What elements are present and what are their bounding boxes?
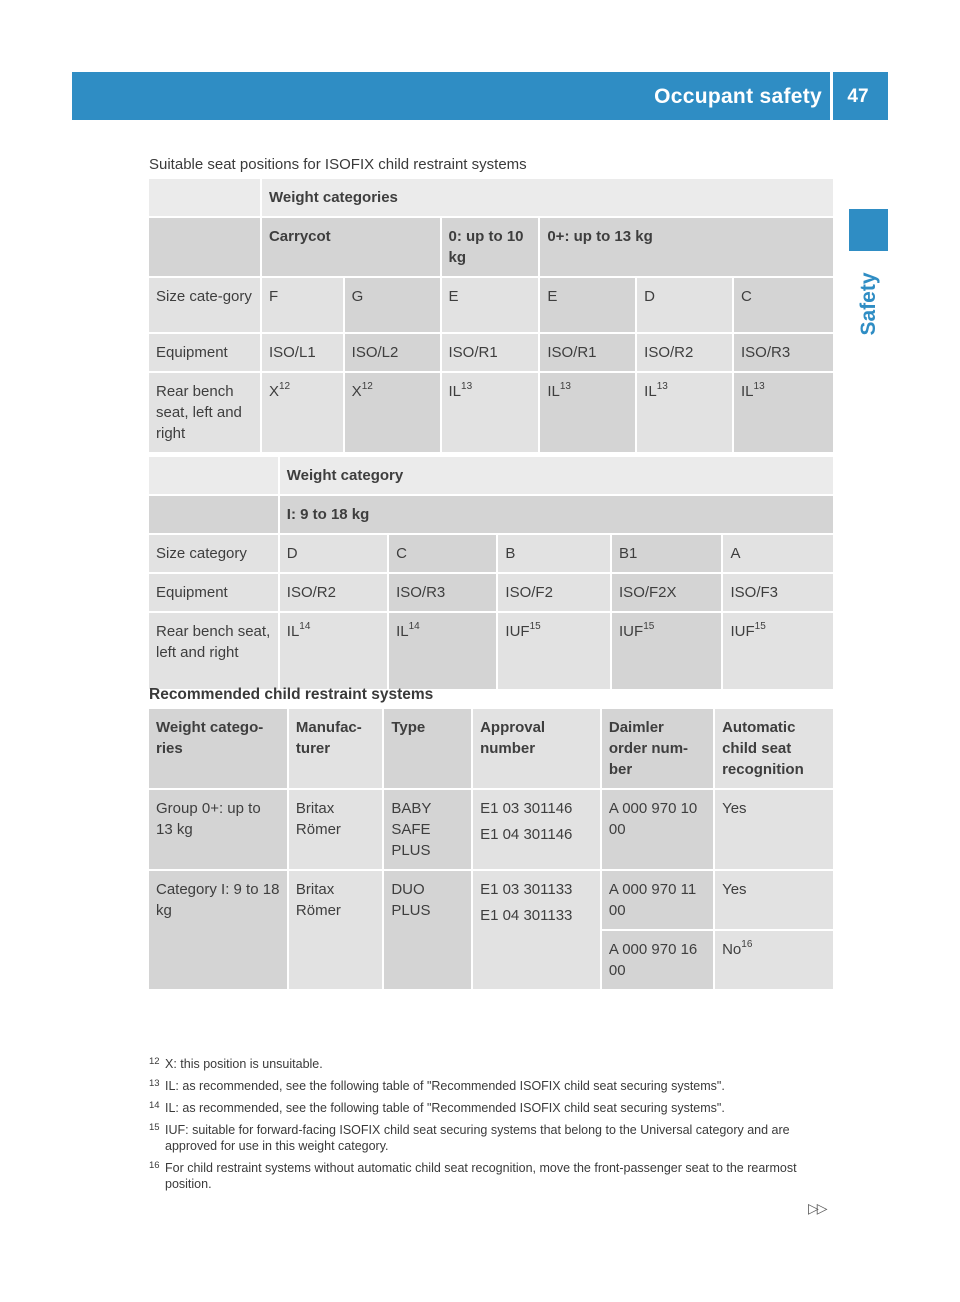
footnote-ref: 13 xyxy=(656,381,668,392)
approval-number: E1 03 301133 xyxy=(480,881,573,898)
weight-cell: Group 0+: up to 13 kg xyxy=(149,790,287,869)
row-label: Equipment xyxy=(149,334,260,371)
column-header: Manufac-turer xyxy=(289,709,382,788)
manufacturer-cell: Britax Römer xyxy=(289,790,382,869)
table-cell: IL$^{14}$ xyxy=(280,613,387,689)
manufacturer-cell: Britax Römer xyxy=(289,871,382,989)
row-label: Equipment xyxy=(149,574,278,611)
table-cell: IUF$^{15}$ xyxy=(723,613,833,689)
footnote-ref: 13 xyxy=(461,381,473,392)
table-cell: ISO/R1 xyxy=(540,334,635,371)
row-label: Rear bench seat, left and right xyxy=(149,373,260,452)
weight-header: 0+: up to 13 kg xyxy=(540,218,833,276)
footnote-ref: 13 xyxy=(753,381,765,392)
recognition-cell: Yes xyxy=(715,790,833,869)
table-row xyxy=(149,871,833,929)
table-row xyxy=(149,373,833,452)
table-cell: D xyxy=(280,535,387,572)
approval-number: E1 04 301146 xyxy=(480,826,573,843)
approval-cell xyxy=(473,871,600,989)
section-title: Recommended child restraint systems xyxy=(149,686,434,703)
page-section-title: Occupant safety xyxy=(654,85,822,108)
footnotes xyxy=(149,1056,839,1198)
type-cell: DUO PLUS xyxy=(384,871,471,989)
footnote: 14 IL: as recommended, see the following table of "Recommended ISOFIX child seat securing systems". xyxy=(149,1100,725,1115)
footnote-ref: 16 xyxy=(741,939,753,950)
isofix-table-weight-categories xyxy=(147,177,835,454)
approval-number: E1 04 301133 xyxy=(480,907,573,924)
order-number-cell: A 000 970 11 00 xyxy=(602,871,713,929)
row-label: Rear bench seat, left and right xyxy=(149,613,278,689)
column-header: Type xyxy=(384,709,471,788)
page-number: 47 xyxy=(847,86,869,107)
table-cell: IL$^{13}$ xyxy=(442,373,539,452)
table-cell: F xyxy=(262,278,343,332)
table-cell: ISO/R2 xyxy=(637,334,732,371)
footnote: 13 IL: as recommended, see the following table of "Recommended ISOFIX child seat securing systems". xyxy=(149,1078,725,1093)
column-header: Daimler order num-ber xyxy=(602,709,713,788)
footnote-ref: 15 xyxy=(529,621,541,632)
column-header: Weight catego-ries xyxy=(149,709,287,788)
table-cell: ISO/F3 xyxy=(723,574,833,611)
table-cell: ISO/L2 xyxy=(345,334,440,371)
table-cell: IUF$^{15}$ xyxy=(498,613,610,689)
footnote-ref: 13 xyxy=(559,381,571,392)
table-row xyxy=(149,613,833,689)
table-row xyxy=(149,457,833,494)
weight-cell: Category I: 9 to 18 kg xyxy=(149,871,287,989)
table-cell: ISO/R3 xyxy=(389,574,496,611)
table-row xyxy=(149,790,833,869)
approval-number: E1 03 301146 xyxy=(480,800,573,817)
table-cell: IUF$^{15}$ xyxy=(612,613,721,689)
table-corner-cell xyxy=(149,218,260,276)
footnote-ref: 12 xyxy=(361,381,373,392)
table-cell: E xyxy=(540,278,635,332)
table-cell: IL$^{13}$ xyxy=(637,373,732,452)
order-number-cell: A 000 970 16 00 xyxy=(602,931,713,989)
recognition-cell: No$^{16}$ xyxy=(715,931,833,989)
isofix-table-weight-category-i xyxy=(147,455,835,691)
weight-header: I: 9 to 18 kg xyxy=(280,496,833,533)
footnote: 16 For child restraint systems without automatic child seat recognition, move the front-passenger seat to the rearmost position. xyxy=(149,1160,797,1191)
table-cell: $X^{12}$ xyxy=(345,373,440,452)
table-cell: D xyxy=(637,278,732,332)
table-cell: $X^{12}$ xyxy=(262,373,343,452)
table-cell: IL$^{14}$ xyxy=(389,613,496,689)
approval-cell xyxy=(473,790,600,869)
table-row xyxy=(149,574,833,611)
table-cell: A xyxy=(723,535,833,572)
weight-header: Carrycot xyxy=(262,218,440,276)
row-label: Size category xyxy=(149,535,278,572)
footnote-ref: 15 xyxy=(754,621,766,632)
recognition-cell: Yes xyxy=(715,871,833,929)
table-cell: G xyxy=(345,278,440,332)
table-cell: C xyxy=(389,535,496,572)
continue-arrows-icon: ▷▷ xyxy=(808,1200,826,1216)
table-row xyxy=(149,278,833,332)
table-cell: ISO/R1 xyxy=(442,334,539,371)
footnote-ref: 12 xyxy=(278,381,291,392)
group-header: Weight categories xyxy=(262,179,833,216)
column-header: Approval number xyxy=(473,709,600,788)
table-row xyxy=(149,218,833,276)
footnote-ref: 14 xyxy=(408,621,420,632)
group-header: Weight category xyxy=(280,457,833,494)
table-cell: ISO/F2X xyxy=(612,574,721,611)
table-corner-cell xyxy=(149,496,278,533)
footnote: 12 X: this position is unsuitable. xyxy=(149,1056,323,1071)
table-row xyxy=(149,496,833,533)
table-cell: ISO/R2 xyxy=(280,574,387,611)
table-cell: C xyxy=(734,278,833,332)
side-tab-marker xyxy=(849,209,888,251)
table-cell: B xyxy=(498,535,610,572)
row-label: Size cate-gory xyxy=(149,278,260,332)
side-tab-label: Safety xyxy=(857,272,880,336)
footnote-ref: 15 xyxy=(643,621,655,632)
order-number-cell: A 000 970 10 00 xyxy=(602,790,713,869)
recommended-child-restraint-table xyxy=(147,707,835,991)
table-cell: ISO/L1 xyxy=(262,334,343,371)
table-corner-cell xyxy=(149,179,260,216)
column-header: Automatic child seat recognition xyxy=(715,709,833,788)
table-cell: B1 xyxy=(612,535,721,572)
table-row xyxy=(149,535,833,572)
table-row xyxy=(149,709,833,788)
table-cell: ISO/F2 xyxy=(498,574,610,611)
weight-header: 0: up to 10 kg xyxy=(442,218,539,276)
table-row xyxy=(149,179,833,216)
table-cell: ISO/R3 xyxy=(734,334,833,371)
footnote-ref: 14 xyxy=(299,621,311,632)
intro-text: Suitable seat positions for ISOFIX child restraint systems xyxy=(149,156,527,173)
footnote: 15 IUF: suitable for forward-facing ISOFIX child seat securing systems that belong to the Universal category and are approved for use in this weight category. xyxy=(149,1122,790,1153)
table-cell: E xyxy=(442,278,539,332)
table-cell: IL$^{13}$ xyxy=(734,373,833,452)
table-cell: IL$^{13}$ xyxy=(540,373,635,452)
type-cell: BABY SAFE PLUS xyxy=(384,790,471,869)
table-corner-cell xyxy=(149,457,278,494)
table-row xyxy=(149,334,833,371)
